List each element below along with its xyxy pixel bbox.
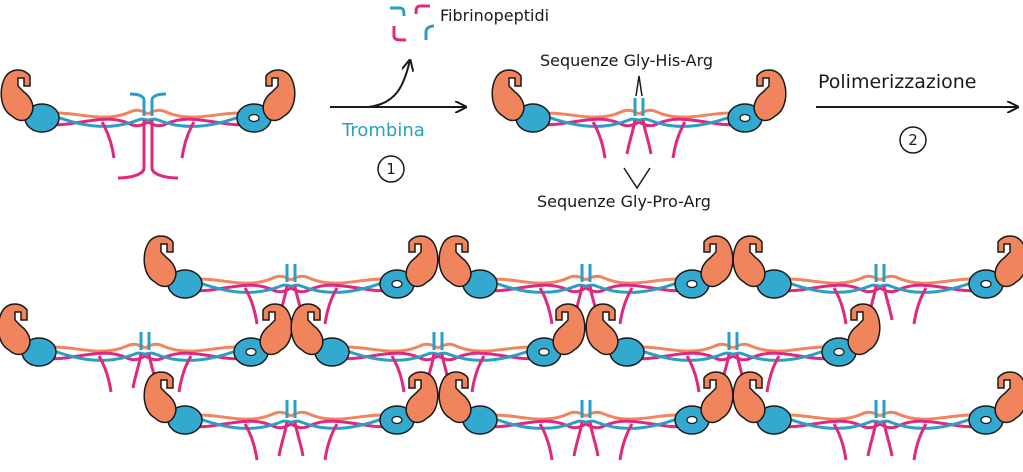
gly-pro-arg-pointer xyxy=(624,168,650,188)
polymer-monomer xyxy=(733,236,1023,324)
step2-number: 2 xyxy=(908,131,918,149)
polymer-monomer xyxy=(733,372,1023,460)
gly-pro-arg-label: Sequenze Gly-Pro-Arg xyxy=(537,192,711,211)
enzyme-label: Trombina xyxy=(342,120,425,141)
thrombin-arrow xyxy=(330,60,466,107)
gly-his-arg-pointer xyxy=(636,76,642,96)
polymer-monomer xyxy=(144,236,438,324)
polymerization-label: Polimerizzazione xyxy=(818,71,977,93)
fibrin-polymer xyxy=(0,236,1023,460)
fibrin-monomer xyxy=(492,70,786,158)
polymer-monomer xyxy=(586,304,880,392)
polymer-monomer xyxy=(439,236,733,324)
polymer-monomer xyxy=(291,304,585,392)
polymer-monomer xyxy=(439,372,733,460)
polymer-monomer xyxy=(0,304,292,392)
polymer-monomer xyxy=(144,372,438,460)
fibrinopeptides-label: Fibrinopeptidi xyxy=(440,6,550,25)
step1-number: 1 xyxy=(386,160,396,178)
fibrinogen-molecule xyxy=(1,70,295,178)
fibrinopeptides-icon xyxy=(390,6,434,40)
gly-his-arg-label: Sequenze Gly-His-Arg xyxy=(540,51,714,70)
